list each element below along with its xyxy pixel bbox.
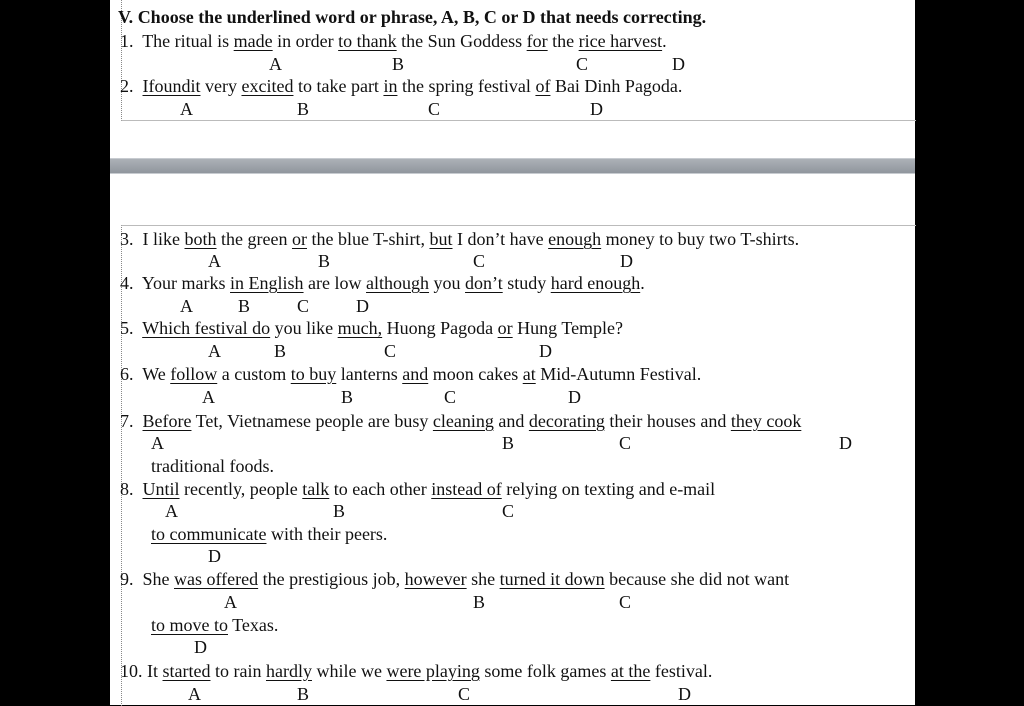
q2-label-a: A bbox=[180, 99, 193, 119]
q10-text: to rain bbox=[210, 661, 266, 681]
q2-text: Bai Dinh Pagoda. bbox=[550, 76, 683, 96]
q1-option-c: for bbox=[526, 31, 548, 51]
q10-option-b: hardly bbox=[265, 661, 312, 681]
q9-text: the prestigious job, bbox=[258, 569, 405, 589]
q7-continuation: traditional foods. bbox=[151, 456, 274, 476]
section-title bbox=[118, 6, 706, 28]
q1-label-d: D bbox=[672, 54, 685, 74]
q2-text: the spring festival bbox=[397, 76, 536, 96]
q4-label-b: B bbox=[238, 296, 251, 316]
q6-text: Mid-Autumn Festival. bbox=[535, 364, 702, 384]
q4-label-a: A bbox=[180, 296, 193, 316]
q8-option-d: to communicate bbox=[151, 524, 267, 544]
q2-option-a: Ifoundit bbox=[142, 76, 201, 96]
q9-number: 9. bbox=[120, 569, 134, 589]
q2-label-d: D bbox=[590, 99, 603, 119]
q10-option-a: started bbox=[162, 661, 211, 681]
question-5 bbox=[120, 317, 623, 339]
q7-label-b: B bbox=[502, 433, 515, 453]
q10-label-a: A bbox=[188, 684, 201, 704]
q9-label-c: C bbox=[619, 592, 632, 612]
q10-option-d: at the bbox=[610, 661, 651, 681]
q3-text: money to buy two T-shirts. bbox=[601, 229, 800, 249]
q7-option-c: decorating bbox=[528, 411, 605, 431]
q5-label-c: C bbox=[384, 341, 397, 361]
q4-option-c: although bbox=[366, 273, 430, 293]
q7-label-a: A bbox=[151, 433, 164, 453]
q5-number: 5. bbox=[120, 318, 134, 338]
q6-option-a: follow bbox=[170, 364, 218, 384]
q8-label-b: B bbox=[333, 501, 346, 521]
question-10 bbox=[120, 660, 712, 682]
q6-option-c: and bbox=[402, 364, 429, 384]
q6-label-c: C bbox=[444, 387, 457, 407]
question-4 bbox=[120, 272, 645, 294]
q10-text: while we bbox=[311, 661, 387, 681]
q2-number: 2. bbox=[120, 76, 134, 96]
q10-text: some folk games bbox=[479, 661, 611, 681]
q4-option-ab: in English bbox=[230, 273, 304, 293]
q2-label-c: C bbox=[428, 99, 441, 119]
q5-option-ab: Which festival do bbox=[142, 318, 271, 338]
q1-label-a: A bbox=[269, 54, 282, 74]
q7-label-c: C bbox=[619, 433, 632, 453]
q7-label-d: D bbox=[839, 433, 852, 453]
q4-text: are low bbox=[303, 273, 367, 293]
q1-text: in order bbox=[272, 31, 339, 51]
q3-text: the green bbox=[216, 229, 292, 249]
q6-option-b: to buy bbox=[290, 364, 337, 384]
q8-option-c: instead of bbox=[431, 479, 502, 499]
q8-label-c: C bbox=[502, 501, 515, 521]
q8-text: recently, people bbox=[179, 479, 303, 499]
q8-label-d: D bbox=[208, 546, 221, 566]
q1-text: The ritual is bbox=[142, 31, 234, 51]
q6-text: We bbox=[142, 364, 171, 384]
q1-label-c: C bbox=[576, 54, 589, 74]
section-numeral: V. bbox=[118, 7, 134, 27]
q8-option-a: Until bbox=[142, 479, 180, 499]
q3-option-c: but bbox=[429, 229, 453, 249]
q5-text: Hung Temple? bbox=[512, 318, 624, 338]
q4-number: 4. bbox=[120, 273, 134, 293]
q7-option-d: they cook bbox=[730, 411, 802, 431]
q4-text: study bbox=[502, 273, 551, 293]
q8-option-b: talk bbox=[302, 479, 330, 499]
q7-text: Tet, Vietnamese people are busy bbox=[191, 411, 433, 431]
q8-text: relying on texting and e-mail bbox=[501, 479, 716, 499]
q1-text: . bbox=[662, 31, 667, 51]
q4-text: . bbox=[640, 273, 645, 293]
q10-number: 10. bbox=[120, 661, 143, 681]
q4-option-d2: hard enough bbox=[550, 273, 641, 293]
q5-text: you like bbox=[270, 318, 338, 338]
q10-option-c: were playing bbox=[386, 661, 480, 681]
q8-continuation bbox=[151, 523, 387, 545]
q7-number: 7. bbox=[120, 411, 134, 431]
q2-option-c: in bbox=[383, 76, 398, 96]
q7-text: and bbox=[493, 411, 529, 431]
q3-option-d: enough bbox=[548, 229, 602, 249]
q1-label-b: B bbox=[392, 54, 405, 74]
page-gap bbox=[110, 158, 915, 174]
q6-label-b: B bbox=[341, 387, 354, 407]
q4-label-d: D bbox=[356, 296, 369, 316]
q9-text: she bbox=[466, 569, 500, 589]
q3-number: 3. bbox=[120, 229, 134, 249]
q7-option-b: cleaning bbox=[432, 411, 494, 431]
q2-option-d: of bbox=[535, 76, 551, 96]
q3-label-d: D bbox=[620, 251, 633, 271]
question-3 bbox=[120, 228, 799, 250]
question-2 bbox=[120, 75, 682, 97]
q10-label-d: D bbox=[678, 684, 691, 704]
q3-label-a: A bbox=[208, 251, 221, 271]
q8-text: to each other bbox=[329, 479, 432, 499]
q10-text: It bbox=[147, 661, 163, 681]
q10-label-c: C bbox=[458, 684, 471, 704]
q6-label-d: D bbox=[568, 387, 581, 407]
q1-option-b: to thank bbox=[338, 31, 397, 51]
q8-number: 8. bbox=[120, 479, 134, 499]
question-9 bbox=[120, 568, 789, 590]
q5-label-b: B bbox=[274, 341, 287, 361]
q3-option-b: or bbox=[291, 229, 307, 249]
q2-text: very bbox=[200, 76, 242, 96]
q9-label-b: B bbox=[473, 592, 486, 612]
q9-text: Texas. bbox=[228, 615, 279, 635]
gap-line-top bbox=[110, 158, 915, 159]
q7-text: their houses and bbox=[604, 411, 731, 431]
q4-text: you bbox=[429, 273, 466, 293]
q1-text: the Sun Goddess bbox=[396, 31, 527, 51]
question-6 bbox=[120, 363, 701, 385]
q6-label-a: A bbox=[202, 387, 215, 407]
q3-text: I don’t have bbox=[452, 229, 549, 249]
q1-option-a: made bbox=[233, 31, 273, 51]
q6-text: a custom bbox=[217, 364, 291, 384]
q1-option-d: rice harvest bbox=[578, 31, 663, 51]
q6-text: lanterns bbox=[336, 364, 403, 384]
q9-option-d: to move to bbox=[151, 615, 228, 635]
q5-label-d: D bbox=[539, 341, 552, 361]
q5-option-c: much, bbox=[337, 318, 383, 338]
q9-option-c: turned it down bbox=[499, 569, 605, 589]
q7-option-a: Before bbox=[142, 411, 192, 431]
q2-option-b: excited bbox=[241, 76, 294, 96]
q2-label-b: B bbox=[297, 99, 310, 119]
q6-option-d: at bbox=[522, 364, 536, 384]
q3-label-c: C bbox=[473, 251, 486, 271]
question-1 bbox=[120, 30, 667, 52]
q1-number: 1. bbox=[120, 31, 134, 51]
q9-option-a: was offered bbox=[174, 569, 259, 589]
q8-label-a: A bbox=[165, 501, 178, 521]
q9-label-a: A bbox=[224, 592, 237, 612]
section-instruction: Choose the underlined word or phrase, A, B, C or D that needs correcting. bbox=[137, 7, 707, 27]
q9-text: because she did not want bbox=[604, 569, 790, 589]
q5-text: Huong Pagoda bbox=[382, 318, 498, 338]
q9-label-d: D bbox=[194, 637, 207, 657]
question-7 bbox=[120, 410, 801, 432]
q2-text: to take part bbox=[293, 76, 384, 96]
q1-text: the bbox=[547, 31, 579, 51]
q10-label-b: B bbox=[297, 684, 310, 704]
q6-text: moon cakes bbox=[428, 364, 523, 384]
q4-option-d1: don’t bbox=[465, 273, 503, 293]
q3-text: the blue T-shirt, bbox=[306, 229, 430, 249]
q4-text: Your marks bbox=[141, 273, 231, 293]
q5-label-a: A bbox=[208, 341, 221, 361]
q3-option-a: both bbox=[184, 229, 217, 249]
q3-text: I like bbox=[142, 229, 185, 249]
q10-text: festival. bbox=[650, 661, 713, 681]
q9-continuation bbox=[151, 614, 278, 636]
q3-label-b: B bbox=[318, 251, 331, 271]
q9-option-b: however bbox=[404, 569, 467, 589]
q5-option-d: or bbox=[497, 318, 513, 338]
q8-text: with their peers. bbox=[266, 524, 388, 544]
q6-number: 6. bbox=[120, 364, 134, 384]
question-8 bbox=[120, 478, 715, 500]
q9-text: She bbox=[142, 569, 174, 589]
q4-label-c: C bbox=[297, 296, 310, 316]
